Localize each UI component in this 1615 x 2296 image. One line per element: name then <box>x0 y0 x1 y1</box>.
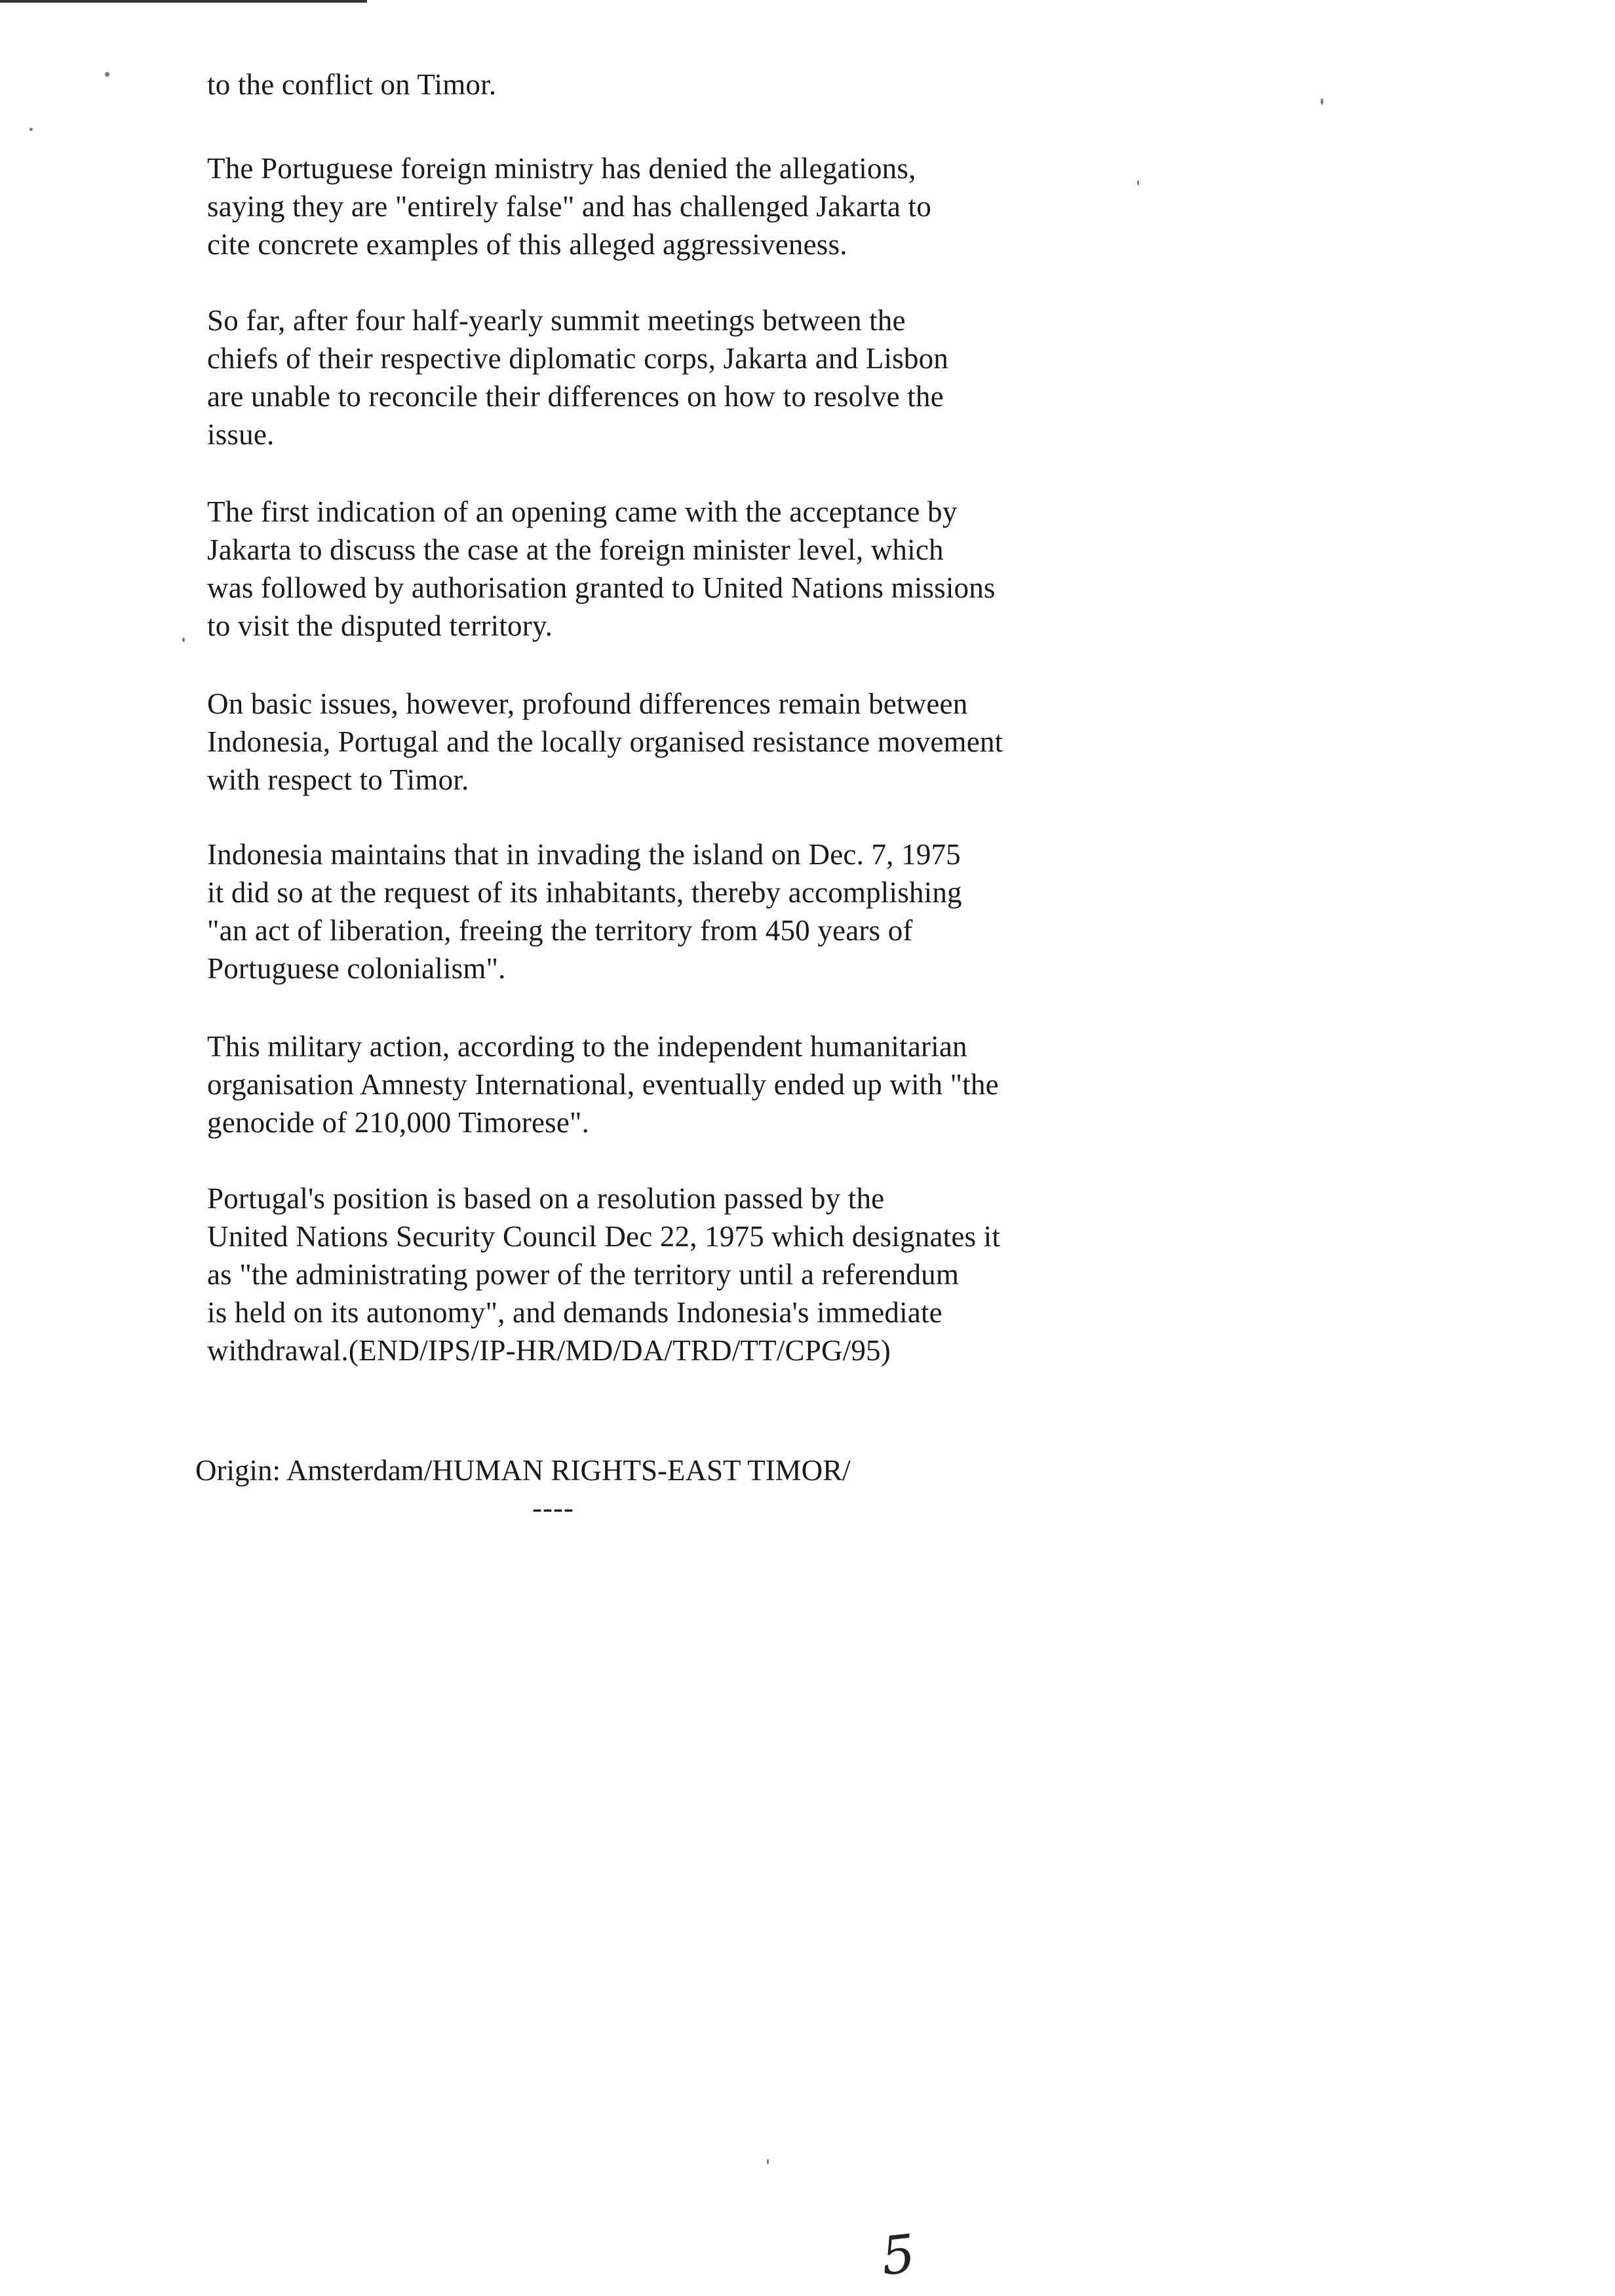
paragraph-4: The first indication of an opening came with the acceptance by Jakarta to discuss the case at the foreign minister level, which was followed by authorisation granted to United Nations missions to visit the disputed territory. <box>207 495 996 642</box>
scan-speck <box>182 638 185 642</box>
paragraph-8: Portugal's position is based on a resolution passed by the United Nations Security Council Dec 22, 1975 which designates it as "the administrating power of the territory until a referendum is held on its autonomy", and demands Indonesia's immediate withdrawal.(END/IPS/IP-HR/MD/DA/TRD/TT/CPG/95) <box>207 1182 1001 1367</box>
end-mark: ---- <box>532 1491 574 1524</box>
scan-speck <box>1321 98 1323 105</box>
scan-speck <box>767 2159 769 2164</box>
page-number: 5 <box>878 2223 918 2287</box>
origin-line: Origin: Amsterdam/HUMAN RIGHTS-EAST TIMOR/ <box>195 1454 851 1487</box>
paragraph-3: So far, after four half-yearly summit meetings between the chiefs of their respective diplomatic corps, Jakarta and Lisbon are unable to reconcile their differences on how to resolve the issue. <box>207 304 948 451</box>
top-border-line <box>0 0 367 3</box>
scan-speck <box>105 72 109 77</box>
scan-speck <box>29 128 33 131</box>
paragraph-6: Indonesia maintains that in invading the island on Dec. 7, 1975 it did so at the request of its inhabitants, thereby accomplishing "an act of liberation, freeing the territory from 450 years of Portuguese colonialism". <box>207 838 962 985</box>
paragraph-7: This military action, according to the independent humanitarian organisation Amnesty International, eventually ended up with "the genocide of 210,000 Timorese". <box>207 1030 999 1139</box>
paragraph-5: On basic issues, however, profound differences remain between Indonesia, Portugal and the locally organised resistance movement with respect to Timor. <box>207 687 1003 796</box>
paragraph-1: to the conflict on Timor. <box>207 68 497 101</box>
paragraph-2: The Portuguese foreign ministry has denied the allegations, saying they are "entirely false" and has challenged Jakarta to cite concrete examples of this alleged aggressiveness. <box>207 152 931 261</box>
